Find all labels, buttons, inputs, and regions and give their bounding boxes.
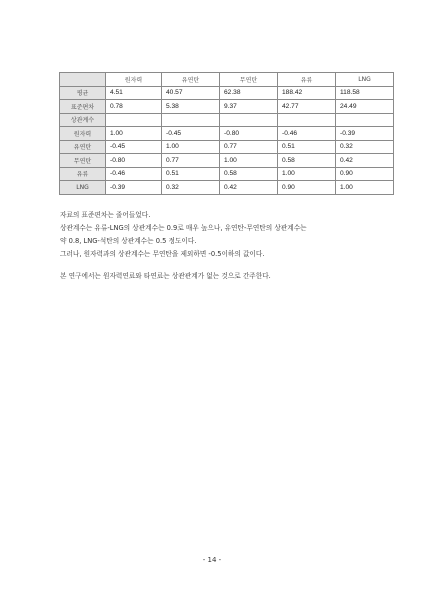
column-header-anthracite: 무연탄 [220,73,278,87]
table-row-corr-oil [60,167,394,181]
row-label: 표준편차 [60,100,106,114]
table-corner-cell [60,73,106,87]
row-label: 유류 [60,167,106,181]
page-number: - 14 - [202,556,222,564]
table-cell: 24.49 [336,100,394,114]
table-cell: -0.39 [336,127,394,141]
table-cell: -0.46 [106,167,162,181]
table-cell: 0.58 [220,167,278,181]
table-cell: 0.42 [336,154,394,168]
table-cell: 1.00 [220,154,278,168]
conclusion-paragraph [60,270,380,283]
table-cell: -0.45 [106,140,162,154]
table-cell: 5.38 [162,100,220,114]
table-row-corr-nuclear [60,127,394,141]
table-row-std-dev [60,100,394,114]
table-cell: 1.00 [278,167,336,181]
text-line: 약 0.8, LNG-석탄의 상관계수는 0.5 정도이다. [60,237,197,245]
table-cell: 40.57 [162,86,220,100]
table-row-corr-anthracite [60,154,394,168]
table-cell: 0.90 [278,181,336,195]
table-cell: 118.58 [336,86,394,100]
table-row-corr-bituminous [60,140,394,154]
table-row-mean [60,86,394,100]
column-header-bituminous-coal: 유연탄 [162,73,220,87]
text-line: 본 연구에서는 원자력연료와 타연료는 상관관계가 없는 것으로 간주한다. [60,272,271,280]
table-cell: 0.77 [220,140,278,154]
table-cell: 42.77 [278,100,336,114]
text-line: 자료의 표준편차는 줄어들었다. [60,211,151,219]
table-cell: 1.00 [106,127,162,141]
table-section-row [60,113,394,127]
table-cell: 0.58 [278,154,336,168]
column-header-nuclear: 원자력 [106,73,162,87]
text-line: 그러나, 원자력과의 상관계수는 무연탄을 제외하면 -0.5이하의 값이다. [60,250,265,258]
table-cell: 4.51 [106,86,162,100]
row-label: 유연탄 [60,140,106,154]
table-row-corr-lng [60,181,394,195]
table-cell: 0.77 [162,154,220,168]
table-cell: -0.80 [106,154,162,168]
table-cell: 0.78 [106,100,162,114]
empty-cell [278,113,336,127]
analysis-paragraph [60,209,380,261]
table-cell: 9.37 [220,100,278,114]
table-cell: 188.42 [278,86,336,100]
table-cell: -0.45 [162,127,220,141]
section-label-correlation: 상관계수 [60,113,106,127]
empty-cell [336,113,394,127]
table-cell: 0.90 [336,167,394,181]
table-cell: 0.51 [278,140,336,154]
table-cell: 0.42 [220,181,278,195]
column-header-lng: LNG [336,73,394,87]
empty-cell [162,113,220,127]
empty-cell [106,113,162,127]
table-cell: -0.46 [278,127,336,141]
text-line: 상관계수는 유류-LNG의 상관계수는 0.9로 매우 높으나, 유연탄-무연탄의 상관계수는 [60,224,307,232]
table-cell: 1.00 [162,140,220,154]
table-cell: 1.00 [336,181,394,195]
row-label: 무연탄 [60,154,106,168]
statistics-table [59,72,394,195]
table-cell: 0.32 [162,181,220,195]
table-cell: -0.39 [106,181,162,195]
table-header-row [60,73,394,87]
row-label: 평균 [60,86,106,100]
column-header-oil: 유류 [278,73,336,87]
row-label: LNG [60,181,106,195]
table-cell: 0.32 [336,140,394,154]
table-cell: 0.51 [162,167,220,181]
table-cell: -0.80 [220,127,278,141]
row-label: 원자력 [60,127,106,141]
empty-cell [220,113,278,127]
table-cell: 62.38 [220,86,278,100]
